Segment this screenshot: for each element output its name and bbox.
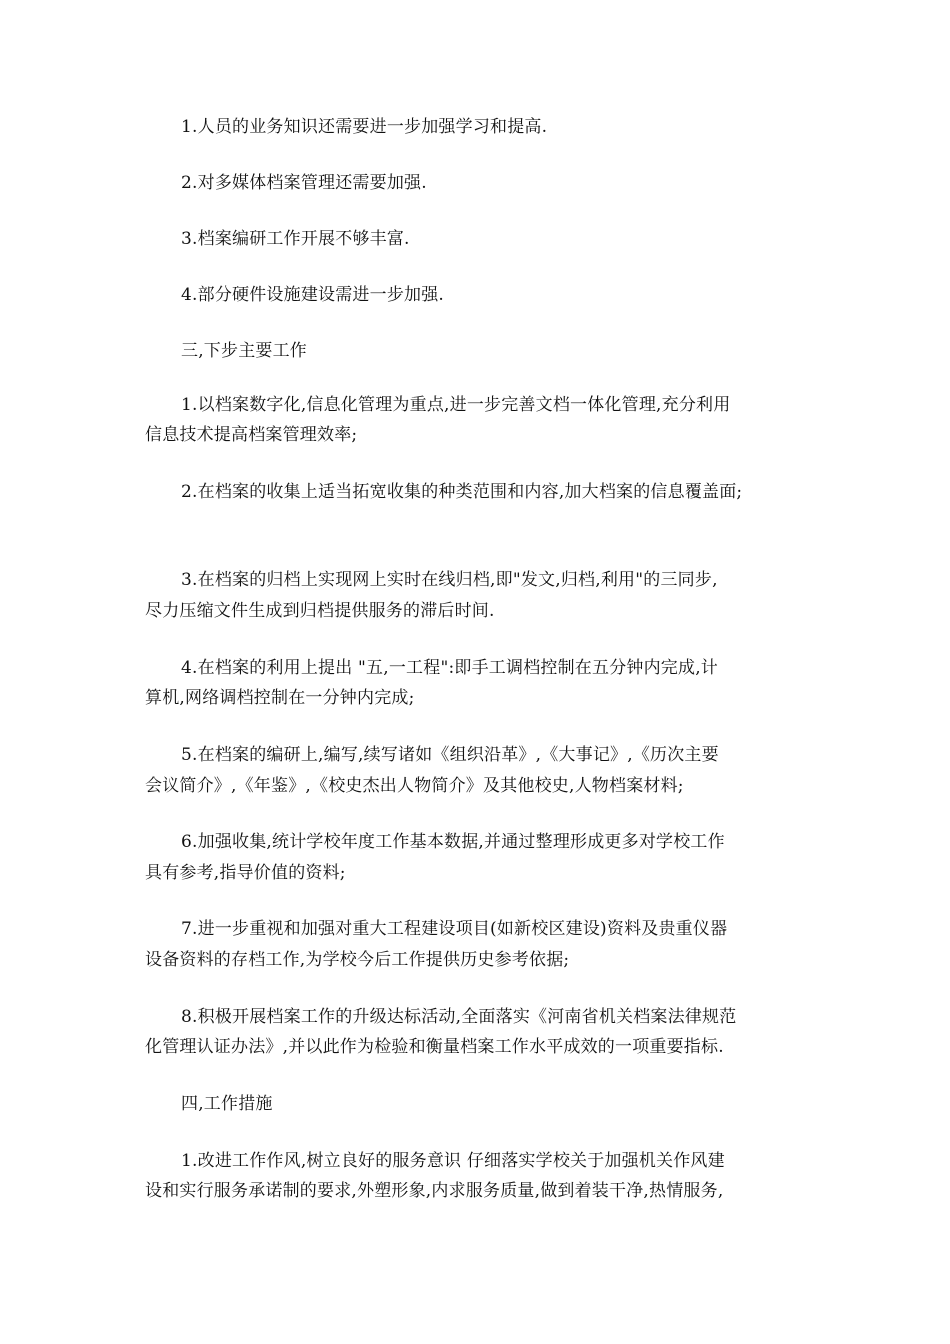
next-step-3-line-2: 尽力压缩文件生成到归档提供服务的滞后时间. (145, 601, 495, 621)
next-step-5-line-1: 5.在档案的编研上,编写,续写诸如《组织沿革》,《大事记》,《历次主要 (181, 745, 719, 765)
next-step-7-line-2: 设备资料的存档工作,为学校今后工作提供历史参考依据; (145, 950, 570, 970)
measure-1-line-2: 设和实行服务承诺制的要求,外塑形象,内求服务质量,做到着装干净,热情服务, (145, 1181, 724, 1201)
issue-item-2: 2.对多媒体档案管理还需要加强. (181, 173, 427, 193)
next-step-6-line-1: 6.加强收集,统计学校年度工作基本数据,并通过整理形成更多对学校工作 (181, 832, 725, 852)
next-step-1-line-1: 1.以档案数字化,信息化管理为重点,进一步完善文档一体化管理,充分利用 (181, 395, 731, 415)
next-step-8-line-2: 化管理认证办法》,并以此作为检验和衡量档案工作水平成效的一项重要指标. (145, 1037, 724, 1057)
next-step-3-line-1: 3.在档案的归档上实现网上实时在线归档,即"发文,归档,利用"的三同步, (181, 570, 718, 590)
next-step-6-line-2: 具有参考,指导价值的资料; (145, 863, 346, 883)
next-step-2-line-1: 2.在档案的收集上适当拓宽收集的种类范围和内容,加大档案的信息覆盖面; (181, 482, 743, 502)
section-heading-next-steps: 三,下步主要工作 (181, 341, 308, 361)
issue-item-3: 3.档案编研工作开展不够丰富. (181, 229, 410, 249)
next-step-4-line-2: 算机,网络调档控制在一分钟内完成; (145, 688, 415, 708)
issue-item-4: 4.部分硬件设施建设需进一步加强. (181, 285, 445, 305)
next-step-5-line-2: 会议简介》,《年鉴》,《校史杰出人物简介》及其他校史,人物档案材料; (145, 776, 684, 796)
next-step-4-line-1: 4.在档案的利用上提出 "五,一工程":即手工调档控制在五分钟内完成,计 (181, 658, 718, 678)
section-heading-measures: 四,工作措施 (181, 1094, 273, 1114)
next-step-8-line-1: 8.积极开展档案工作的升级达标活动,全面落实《河南省机关档案法律规范 (181, 1007, 737, 1027)
measure-1-line-1: 1.改进工作作风,树立良好的服务意识 仔细落实学校关于加强机关作风建 (181, 1151, 725, 1171)
issue-item-1: 1.人员的业务知识还需要进一步加强学习和提高. (181, 117, 548, 137)
next-step-1-line-2: 信息技术提高档案管理效率; (145, 425, 358, 445)
next-step-7-line-1: 7.进一步重视和加强对重大工程建设项目(如新校区建设)资料及贵重仪器 (181, 919, 728, 939)
